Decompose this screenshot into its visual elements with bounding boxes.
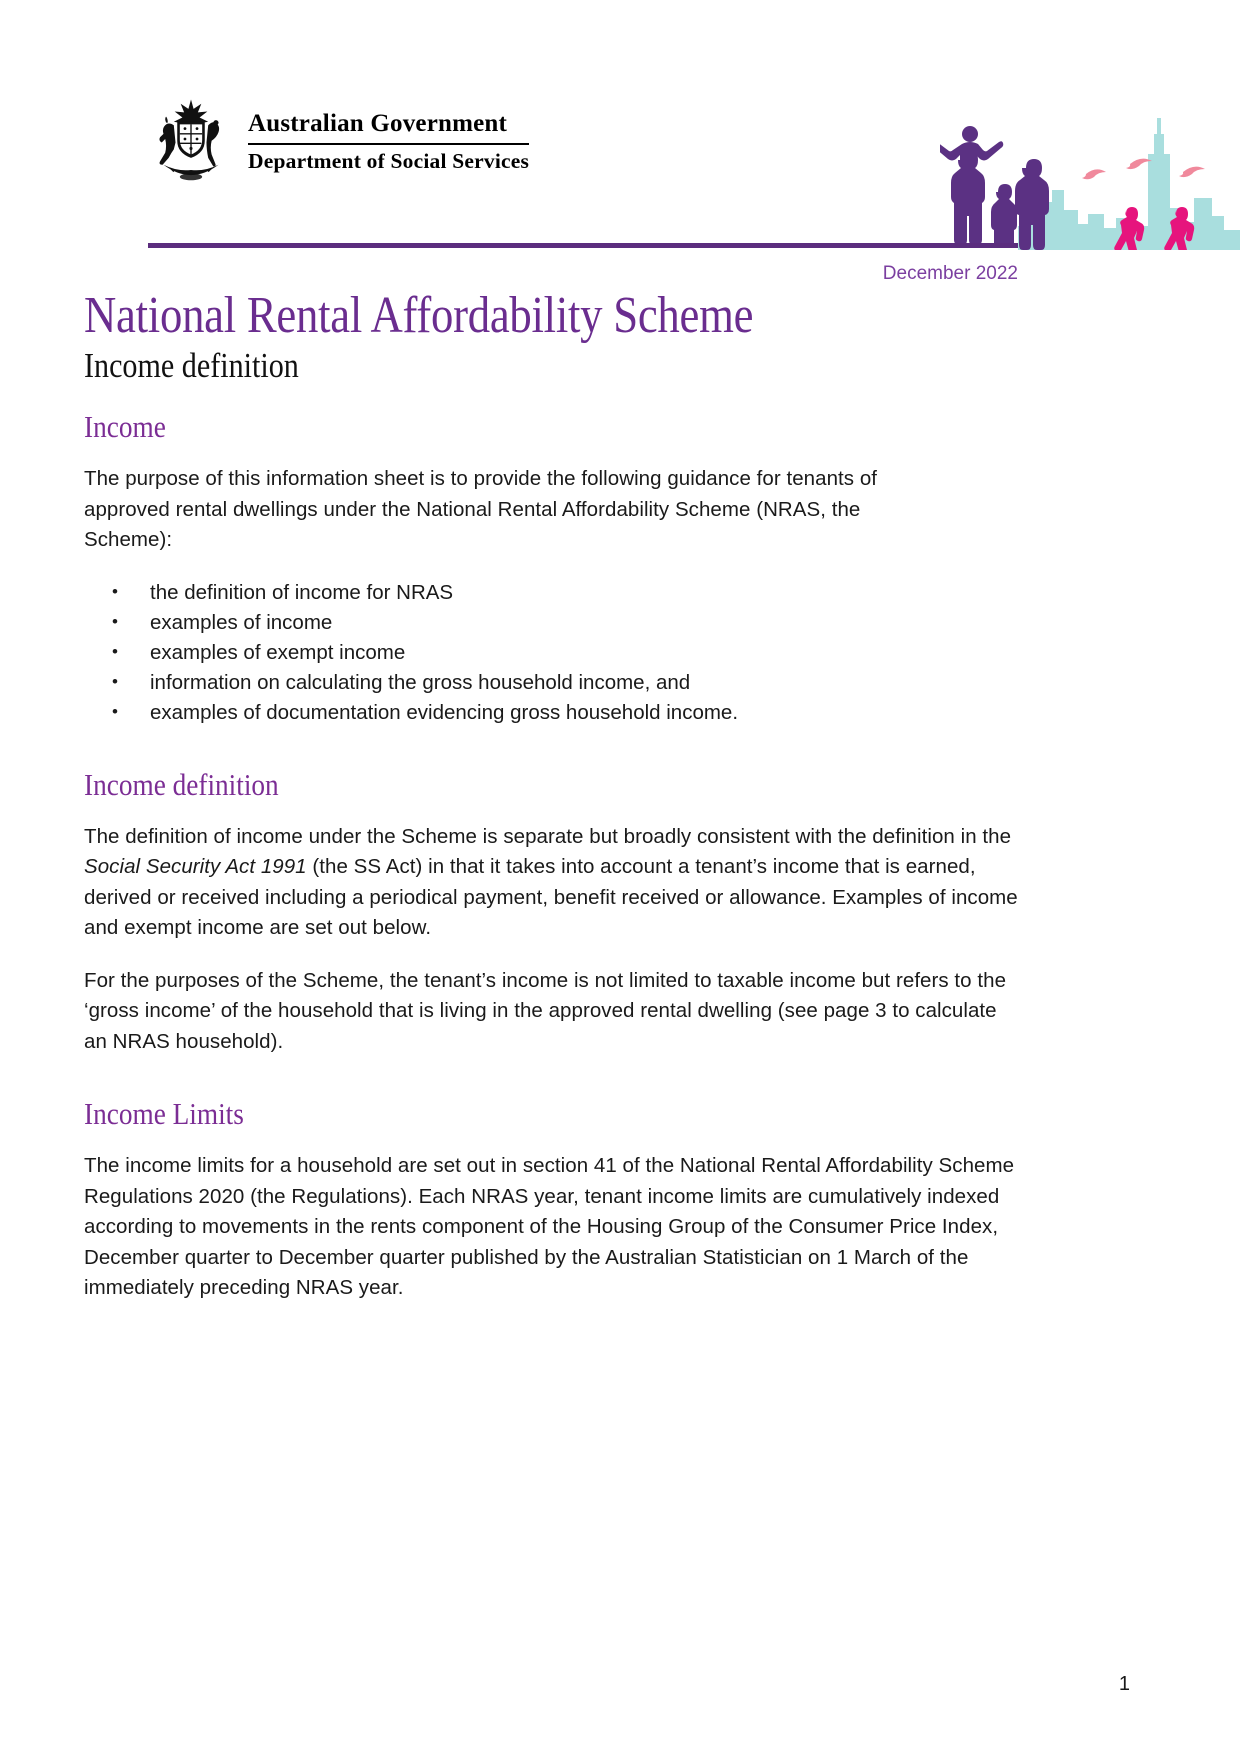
page-subtitle: Income definition — [84, 346, 299, 386]
income-definition-paragraph-2: For the purposes of the Scheme, the tenant’s income is not limited to taxable income but refers to the ‘gross income’ of the household that is living in the approved rental dwelling (see page 3 to calculate an NRAS household). — [84, 968, 1007, 1053]
list-item: • examples of exempt income — [84, 638, 1019, 668]
section-heading-income-limits: Income Limits — [84, 1096, 244, 1132]
income-definition-paragraph-1 — [84, 822, 1019, 944]
document-body — [84, 410, 1019, 1310]
australian-government-text: Australian Government — [248, 110, 508, 137]
list-item: • examples of documentation evidencing gross household income. — [84, 698, 1019, 728]
page-header — [0, 0, 1240, 280]
header-divider-rule — [148, 243, 1018, 248]
definition-text-tail: (the SS Act) in that it takes into account a tenant’s income that is earned, derived or received including a periodical payment, benefit received or allowance. Examples of income and exempt income are set out below. — [84, 855, 1018, 940]
section-income-limits — [84, 1097, 1019, 1304]
list-item: • examples of income — [84, 608, 1019, 638]
section-income-definition — [84, 768, 1019, 1058]
government-branding — [148, 96, 529, 182]
definition-text-lead: The definition of income under the Scheme is separate but broadly consistent with the definition in the — [84, 824, 1012, 848]
section-heading-income: Income — [84, 409, 166, 444]
australian-coat-of-arms-icon — [148, 96, 234, 182]
section-heading-income-definition: Income definition — [84, 766, 279, 802]
income-guidance-list — [84, 578, 1019, 728]
wordmark-divider — [248, 143, 529, 145]
title-block — [84, 288, 1084, 386]
page-number: 1 — [1118, 1673, 1130, 1695]
income-limits-paragraph: The income limits for a household are set out in section 41 of the National Rental Affordability Scheme Regulations 2020 (the Regulations). Each NRAS year, tenant income limits are cumulatively indexed according to movements in the rents component of the Housing Group of the Consumer Price Index, December quarter to December quarter published by the Australian Statistician on 1 March of the immediately preceding NRAS year. — [84, 1154, 1015, 1300]
government-wordmark — [248, 110, 529, 173]
social-security-act-citation: Social Security Act 1991 — [84, 855, 307, 879]
banner-illustration — [940, 98, 1240, 250]
bird-shapes — [1082, 159, 1205, 180]
income-intro-paragraph: The purpose of this information sheet is to provide the following guidance for tenants of approved rental dwellings under the National Rental Affordability Scheme (NRAS, the Scheme): — [84, 467, 878, 552]
section-income — [84, 410, 1019, 728]
page-title: National Rental Affordability Scheme — [84, 287, 754, 344]
department-name-text: Department of Social Services — [248, 148, 530, 173]
list-item: • the definition of income for NRAS — [84, 578, 1019, 608]
list-item: • information on calculating the gross household income, and — [84, 668, 1019, 698]
document-date: December 2022 — [882, 263, 1018, 284]
